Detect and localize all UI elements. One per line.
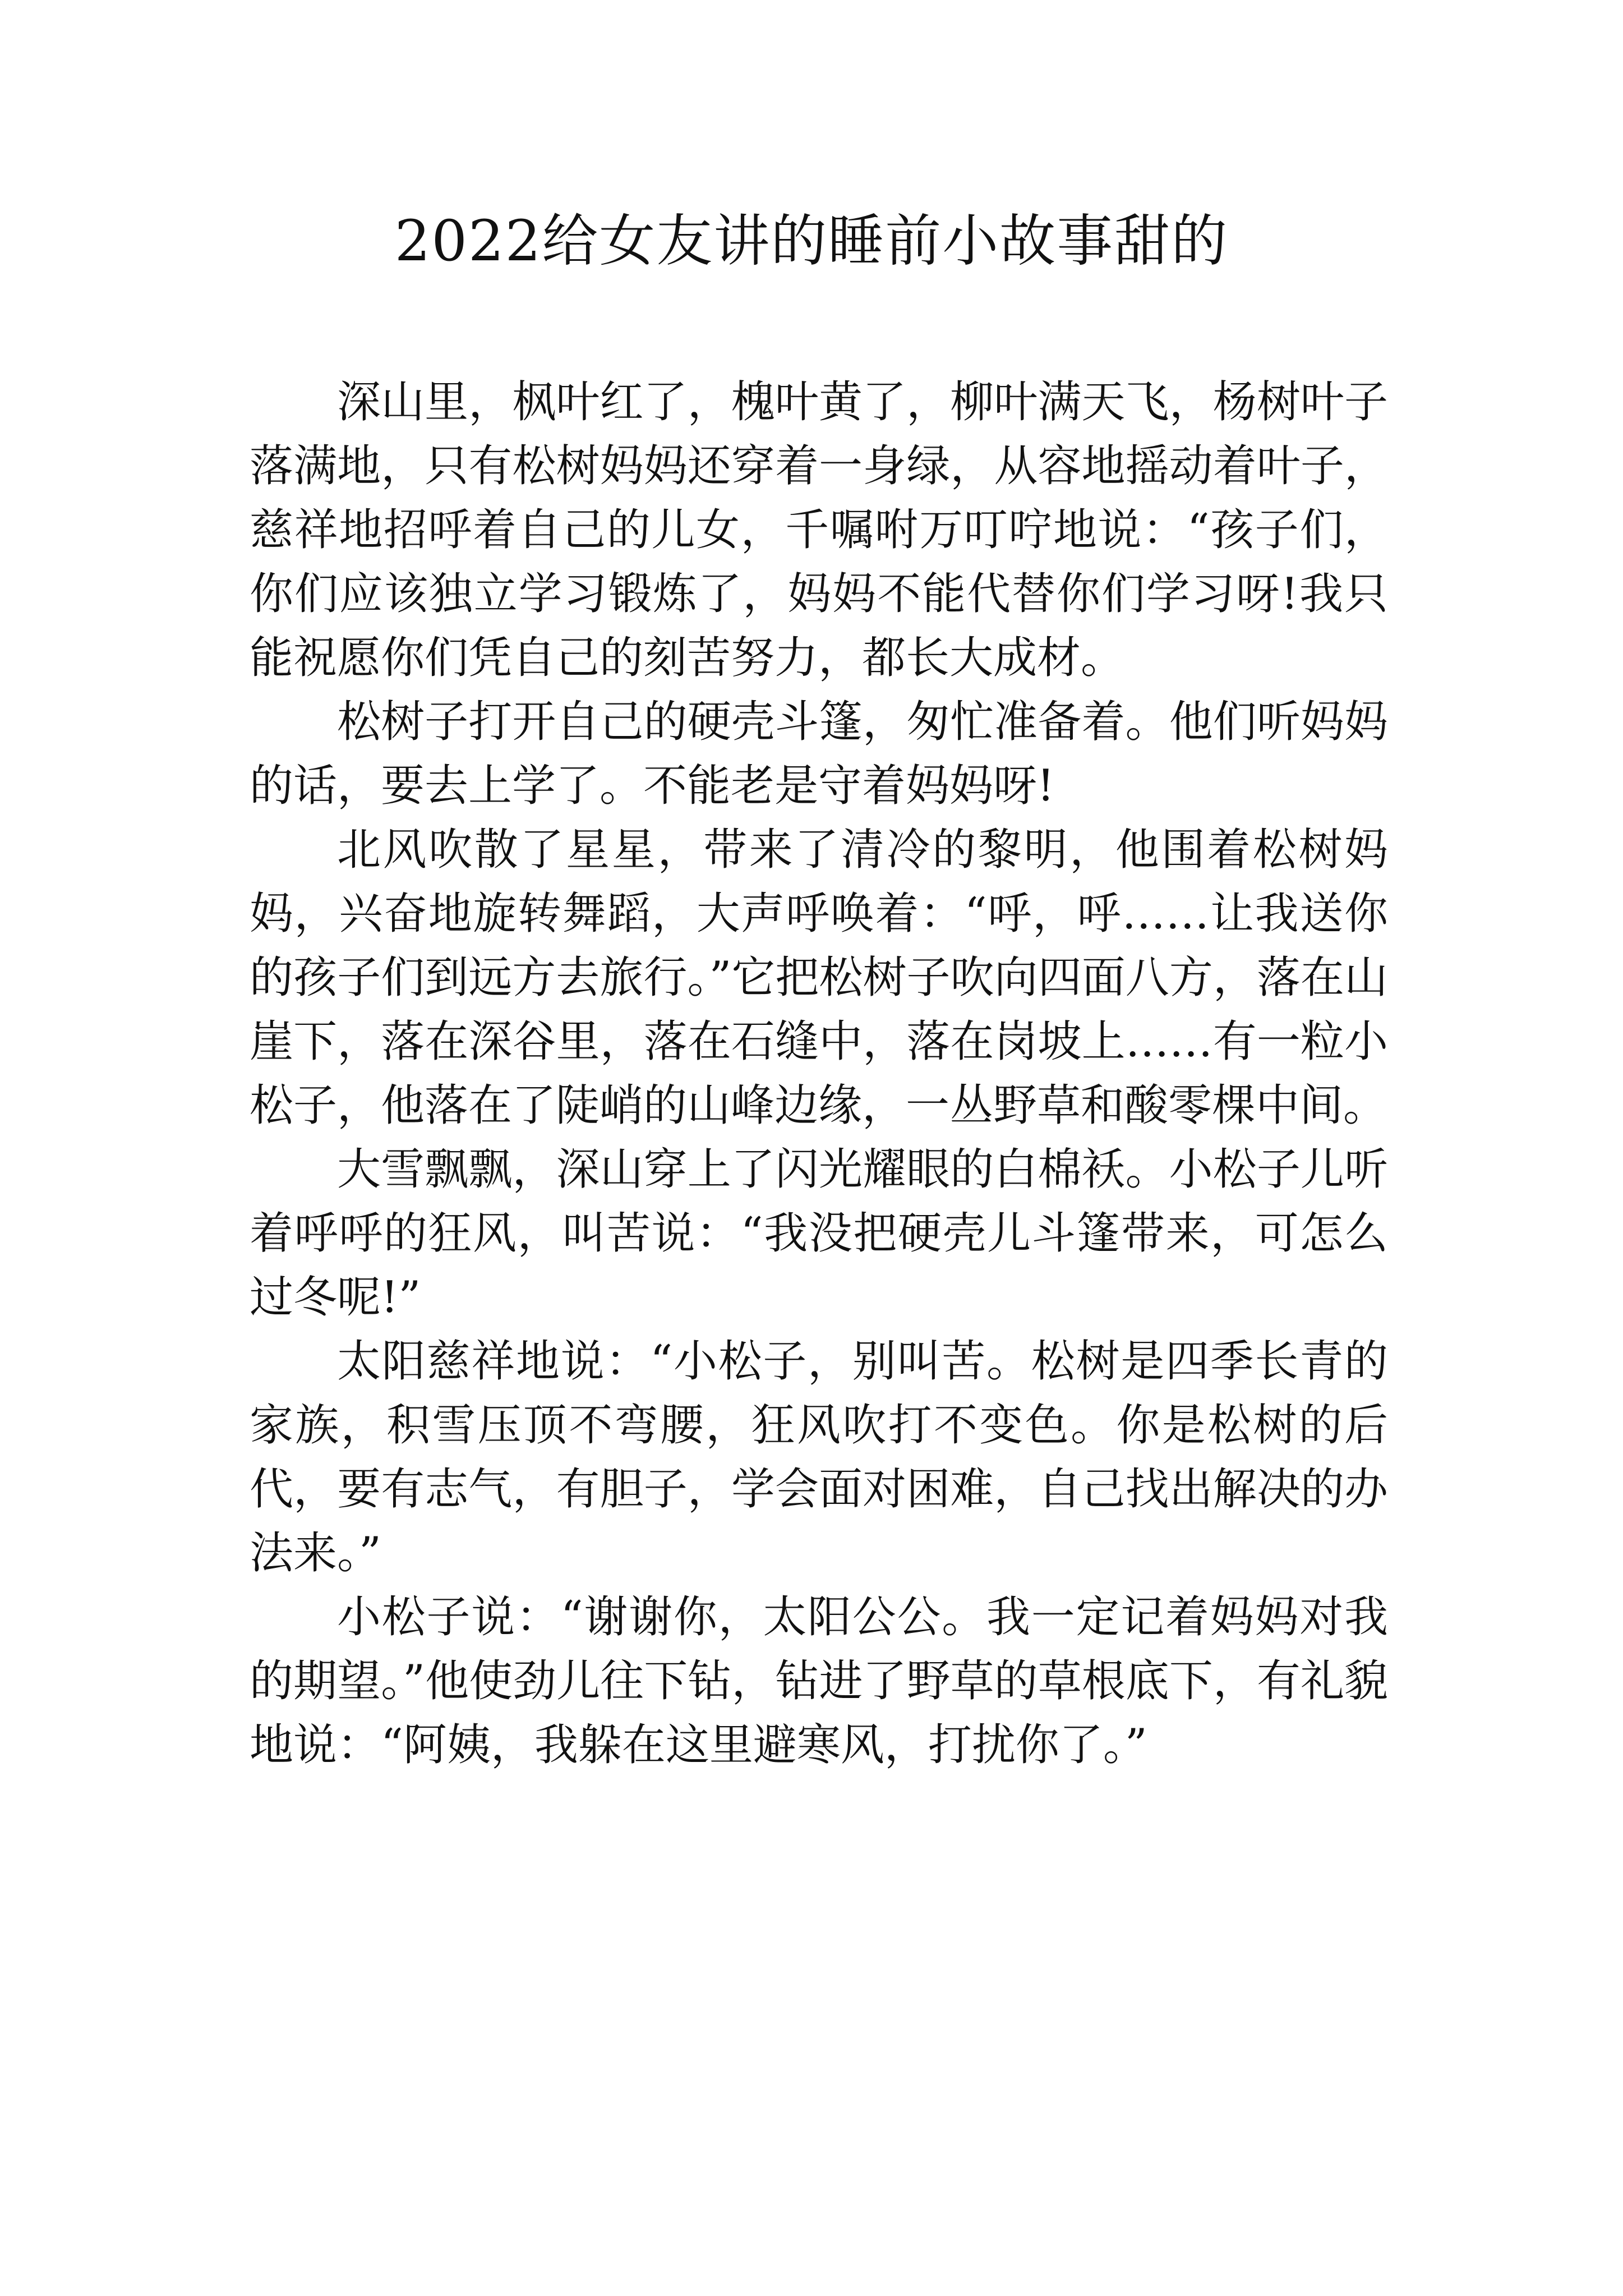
paragraph-6: 小松子说：“谢谢你，太阳公公。我一定记着妈妈对我的期望。”他使劲儿往下钻，钻进了野草的草根底下，有礼貌地说：“阿姨，我躲在这里避寒风，打扰你了。” — [250, 1592, 1388, 1770]
paragraph-2: 松树子打开自己的硬壳斗篷，匆忙准备着。他们听妈妈的话，要去上学了。不能老是守着妈妈呀! — [250, 697, 1388, 811]
document-body — [250, 370, 1388, 1777]
paragraph-3: 北风吹散了星星，带来了清冷的黎明，他围着松树妈妈，兴奋地旋转舞蹈，大声呼唤着：“呼，呼……让我送你的孩子们到远方去旅行。”它把松树子吹向四面八方，落在山崖下，落在深谷里，落在石缝中，落在岗坡上……有一粒小松子，他落在了陡峭的山峰边缘，一丛野草和酸零棵中间。 — [250, 825, 1388, 1131]
document-title: 2022给女友讲的睡前小故事甜的 — [394, 208, 1229, 274]
paragraph-1: 深山里，枫叶红了，槐叶黄了，柳叶满天飞，杨树叶子落满地，只有松树妈妈还穿着一身绿，从容地摇动着叶子，慈祥地招呼着自己的儿女，千嘱咐万叮咛地说：“孩子们，你们应该独立学习锻炼了，妈妈不能代替你们学习呀!我只能祝愿你们凭自己的刻苦努力，都长大成材。 — [250, 377, 1388, 683]
paragraph-4: 大雪飘飘，深山穿上了闪光耀眼的白棉袄。小松子儿听着呼呼的狂风，叫苦说：“我没把硬壳儿斗篷带来，可怎么过冬呢!” — [250, 1144, 1388, 1323]
paragraph-5: 太阳慈祥地说：“小松子，别叫苦。松树是四季长青的家族，积雪压顶不弯腰，狂风吹打不变色。你是松树的后代，要有志气，有胆子，学会面对困难，自己找出解决的办法来。” — [250, 1336, 1388, 1579]
